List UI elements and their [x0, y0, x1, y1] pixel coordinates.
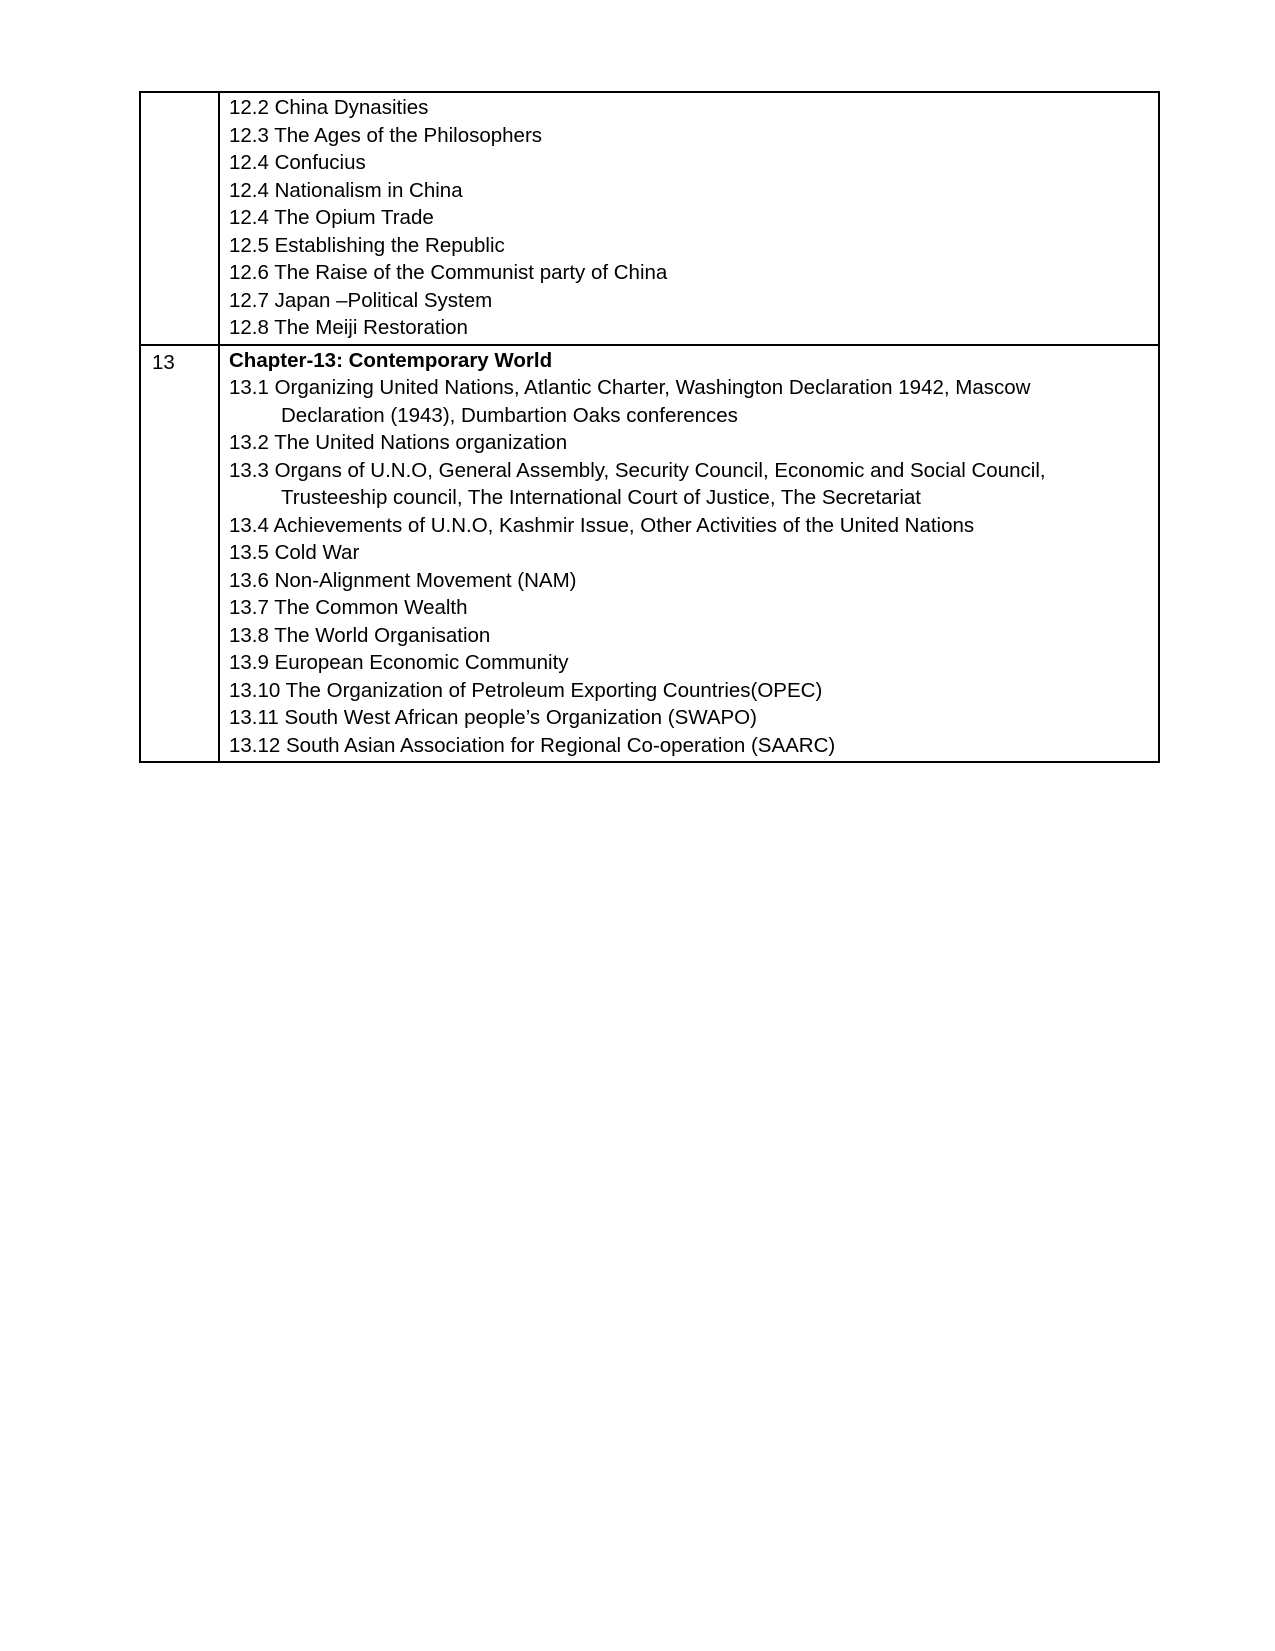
chapter-content-cell	[220, 93, 1158, 344]
syllabus-line: 12.4 The Opium Trade	[229, 206, 434, 229]
syllabus-line-wrapped: Declaration (1943), Dumbartion Oaks conferences	[281, 403, 738, 427]
syllabus-line: 13.5 Cold War	[229, 541, 360, 564]
chapter-content-cell	[220, 346, 1158, 762]
chapter-title: Chapter-13: Contemporary World	[229, 348, 553, 372]
syllabus-line: 12.3 The Ages of the Philosophers	[229, 123, 543, 147]
syllabus-line: 13.3 Organs of U.N.O, General Assembly, Security Council, Economic and Social Council,	[229, 458, 1046, 482]
syllabus-line: 13.8 The World Organisation	[229, 623, 491, 647]
syllabus-line: 13.9 European Economic Community	[229, 651, 569, 674]
syllabus-line: 13.7 The Common Wealth	[229, 596, 468, 619]
syllabus-line: 12.8 The Meiji Restoration	[229, 316, 468, 339]
chapter-number-cell: 13	[141, 346, 220, 762]
syllabus-table	[139, 91, 1160, 763]
syllabus-line: 12.4 Nationalism in China	[229, 178, 463, 202]
table-row-chapter-13	[141, 344, 1158, 762]
syllabus-line: 12.6 The Raise of the Communist party of China	[229, 261, 668, 284]
syllabus-line: 13.10 The Organization of Petroleum Exporting Countries(OPEC)	[229, 678, 823, 702]
table-row-chapter-12	[141, 93, 1158, 344]
syllabus-line: 12.4 Confucius	[229, 151, 366, 174]
syllabus-line: 13.4 Achievements of U.N.O, Kashmir Issue, Other Activities of the United Nations	[229, 513, 975, 537]
syllabus-line: 13.2 The United Nations organization	[229, 431, 568, 454]
syllabus-line: 12.7 Japan –Political System	[229, 288, 493, 312]
syllabus-line: 13.12 South Asian Association for Regional Co-operation (SAARC)	[229, 733, 836, 757]
syllabus-line: 12.5 Establishing the Republic	[229, 233, 505, 257]
syllabus-line-wrapped: Trusteeship council, The International Court of Justice, The Secretariat	[281, 486, 922, 509]
syllabus-line: 12.2 China Dynasities	[229, 96, 429, 119]
chapter-number-cell	[141, 93, 220, 344]
syllabus-line: 13.1 Organizing United Nations, Atlantic Charter, Washington Declaration 1942, Mascow	[229, 376, 1031, 399]
syllabus-line: 13.11 South West African people’s Organization (SWAPO)	[229, 706, 757, 729]
syllabus-line: 13.6 Non-Alignment Movement (NAM)	[229, 568, 577, 592]
